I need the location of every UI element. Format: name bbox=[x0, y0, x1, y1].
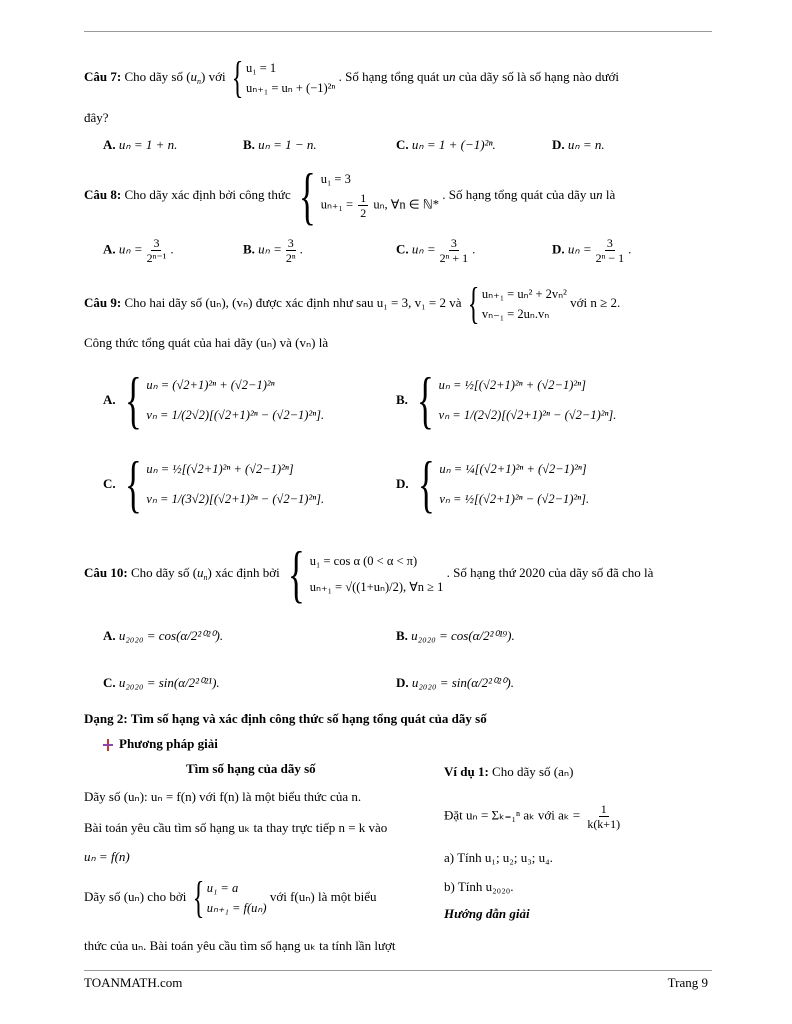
q9-sys-line2: vₙ₋₁ = 2uₙ.vₙ bbox=[481, 307, 550, 321]
q8-system: { u₁ = 3 uₙ₊₁ = $\frac{1}{2}$ uₙ, ∀n ∈ ℕ* bbox=[298, 160, 440, 231]
q10-system: { u₁ = cos α (0 < α < π) uₙ₊₁ = √((1+uₙ)/2), ∀n ≥ 1 bbox=[287, 538, 444, 609]
q10-option-b: B. u₂₀₂₀ = cos(α/2²⁰¹⁹). bbox=[396, 628, 515, 643]
example-part-b: b) Tính u₂₀₂₀. bbox=[444, 879, 514, 894]
question-8-label: Câu 8: bbox=[84, 186, 122, 202]
q9-system: { uₙ₊₁ = uₙ² + 2vₙ² vₙ₋₁ = 2uₙ.vₙ bbox=[467, 279, 567, 328]
q8-text-c: n bbox=[596, 186, 603, 202]
q7-system: { u₁ = 1 uₙ₊₁ = uₙ + (−1)²ⁿ bbox=[231, 53, 336, 102]
q7-seq: $(u_n)$ bbox=[186, 68, 206, 86]
question-10: Câu 10: Cho dãy số $(u_n)$ xác định bởi { u₁ = cos α (0 < α < π) uₙ₊₁ = √((1+uₙ)/2), ∀n ≥ 1 . Số hạng thứ 2020 của dãy số đã cho là bbox=[84, 538, 654, 609]
question-10-label: Câu 10: bbox=[84, 564, 128, 580]
q8-option-c: C. uₙ = $\frac{3}{\text{2ⁿ + 1}}$ . bbox=[396, 236, 476, 265]
example-def: Đặt uₙ = Σₖ₌₁ⁿ aₖ với aₖ = $\frac{1}{k(k+1)}$ bbox=[444, 802, 621, 831]
q9-option-d: D. { uₙ = ¼[(√2+1)²ⁿ + (√2−1)²ⁿ] vₙ = ½[(√2+1)²ⁿ − (√2−1)²ⁿ]. bbox=[396, 448, 590, 519]
left-col-p3: uₙ = f(n) bbox=[84, 849, 130, 864]
section-title: Dạng 2: Tìm số hạng và xác định công thức số hạng tổng quát của dãy số bbox=[84, 711, 487, 726]
q7-option-b: B. uₙ = 1 − n. bbox=[243, 137, 317, 152]
question-7 bbox=[84, 53, 619, 102]
footer-rule bbox=[84, 970, 712, 971]
footer-page: Trang 9 bbox=[667, 975, 708, 990]
q10-option-a: A. u₂₀₂₀ = cos(α/2²⁰²⁰). bbox=[103, 628, 224, 643]
q10-sys-line2: uₙ₊₁ = √((1+uₙ)/2), ∀n ≥ 1 bbox=[309, 579, 444, 594]
q10-sys-line1: u₁ = cos α (0 < α < π) bbox=[309, 553, 418, 568]
q8-text: Cho dãy xác định bởi công thức bbox=[124, 186, 291, 202]
q7-option-a: A. uₙ = 1 + n. bbox=[103, 137, 178, 152]
q7-sys-line1: u₁ = 1 bbox=[246, 60, 277, 75]
q8-sys-line2a: uₙ₊₁ = bbox=[320, 197, 354, 212]
q7-option-c: C. uₙ = 1 + (−1)²ⁿ. bbox=[396, 137, 496, 152]
q10-text-a: Cho dãy số bbox=[130, 564, 190, 580]
q7-text-c: . Số hạng tổng quát u bbox=[338, 68, 450, 84]
q9-option-b: B. { uₙ = ½[(√2+1)²ⁿ + (√2−1)²ⁿ] vₙ = 1/(2√2)[(√2+1)²ⁿ − (√2−1)²ⁿ]. bbox=[396, 364, 617, 435]
q10-option-c: C. u₂₀₂₀ = sin(α/2²⁰²¹). bbox=[103, 675, 220, 690]
q7-sys-line2: uₙ₊₁ = uₙ + (−1)²ⁿ bbox=[246, 80, 336, 95]
guide-heading: Hướng dẫn giải bbox=[444, 906, 530, 921]
header-rule bbox=[84, 31, 712, 32]
q8-sys-line1: u₁ = 3 bbox=[320, 172, 351, 186]
q8-text-d: là bbox=[602, 186, 616, 202]
left-col-p2: Bài toán yêu cầu tìm số hạng uₖ ta thay trực tiếp n = k vào bbox=[84, 820, 388, 835]
q10-option-d: D. u₂₀₂₀ = sin(α/2²⁰²⁰). bbox=[396, 675, 514, 690]
q9-sys-line1: uₙ₊₁ = uₙ² + 2vₙ² bbox=[481, 287, 567, 301]
left-col-p1: Dãy số (uₙ): uₙ = f(n) với f(n) là một biểu thức của n. bbox=[84, 789, 362, 804]
left-col-p4: Dãy số (uₙ) cho bởi { u₁ = a uₙ₊₁ = f(uₙ) với f(uₙ) là một biểu bbox=[84, 873, 377, 922]
q9-option-a: A. { uₙ = (√2+1)²ⁿ + (√2−1)²ⁿ vₙ = 1/(2√2)[(√2+1)²ⁿ − (√2−1)²ⁿ]. bbox=[103, 364, 325, 435]
q8-sys-line2b: uₙ, ∀n ∈ ℕ* bbox=[373, 197, 440, 212]
q7-option-d: D. uₙ = n. bbox=[552, 137, 605, 152]
q9-text: Cho hai dãy số (uₙ), (vₙ) được xác định như sau u₁ = 3, v₁ = 2 và bbox=[124, 294, 462, 310]
q9-line2: Công thức tổng quát của hai dãy (uₙ) và (vₙ) là bbox=[84, 335, 329, 350]
q8-text-b: . Số hạng tổng quát của dãy u bbox=[442, 186, 597, 202]
q7-text: Cho dãy số bbox=[124, 68, 183, 84]
q7-with: với bbox=[208, 68, 226, 84]
question-9-label: Câu 9: bbox=[84, 294, 122, 310]
q8-option-a: A. uₙ = $\frac{3}{\text{2ⁿ⁻¹}}$ . bbox=[103, 236, 174, 265]
example-1: Ví dụ 1: Cho dãy số (aₙ) bbox=[444, 764, 574, 779]
footer-site: TOANMATH.com bbox=[84, 975, 183, 990]
q7-text-d: n bbox=[449, 68, 456, 84]
q8-option-d: D. uₙ = $\frac{3}{\text{2ⁿ − 1}}$ . bbox=[552, 236, 632, 265]
q10-text-c: . Số hạng thứ 2020 của dãy số đã cho là bbox=[446, 564, 654, 580]
q10-text-b: xác định bởi bbox=[215, 564, 280, 580]
example-part-a: a) Tính u₁; u₂; u₃; u₄. bbox=[444, 850, 553, 865]
question-9 bbox=[84, 279, 621, 328]
q7-line2: đây? bbox=[84, 110, 109, 125]
question-8 bbox=[84, 160, 616, 231]
left-col-p5: thức của uₙ. Bài toán yêu cầu tìm số hạng uₖ ta tính lần lượt bbox=[84, 938, 396, 953]
q9-text-b: với n ≥ 2. bbox=[570, 294, 621, 310]
question-7-label: Câu 7: bbox=[84, 68, 122, 84]
q8-option-b: B. uₙ = $\frac{3}{\text{2ⁿ}}$ . bbox=[243, 236, 303, 265]
left-col-heading: Tìm số hạng của dãy số bbox=[186, 761, 316, 776]
method-title: Phương pháp giải bbox=[103, 736, 218, 752]
q7-text-e: của dãy số là số hạng nào dưới bbox=[455, 68, 619, 84]
pin-icon bbox=[103, 739, 113, 751]
q9-option-c: C. { uₙ = ½[(√2+1)²ⁿ + (√2−1)²ⁿ] vₙ = 1/(3√2)[(√2+1)²ⁿ − (√2−1)²ⁿ]. bbox=[103, 448, 325, 519]
